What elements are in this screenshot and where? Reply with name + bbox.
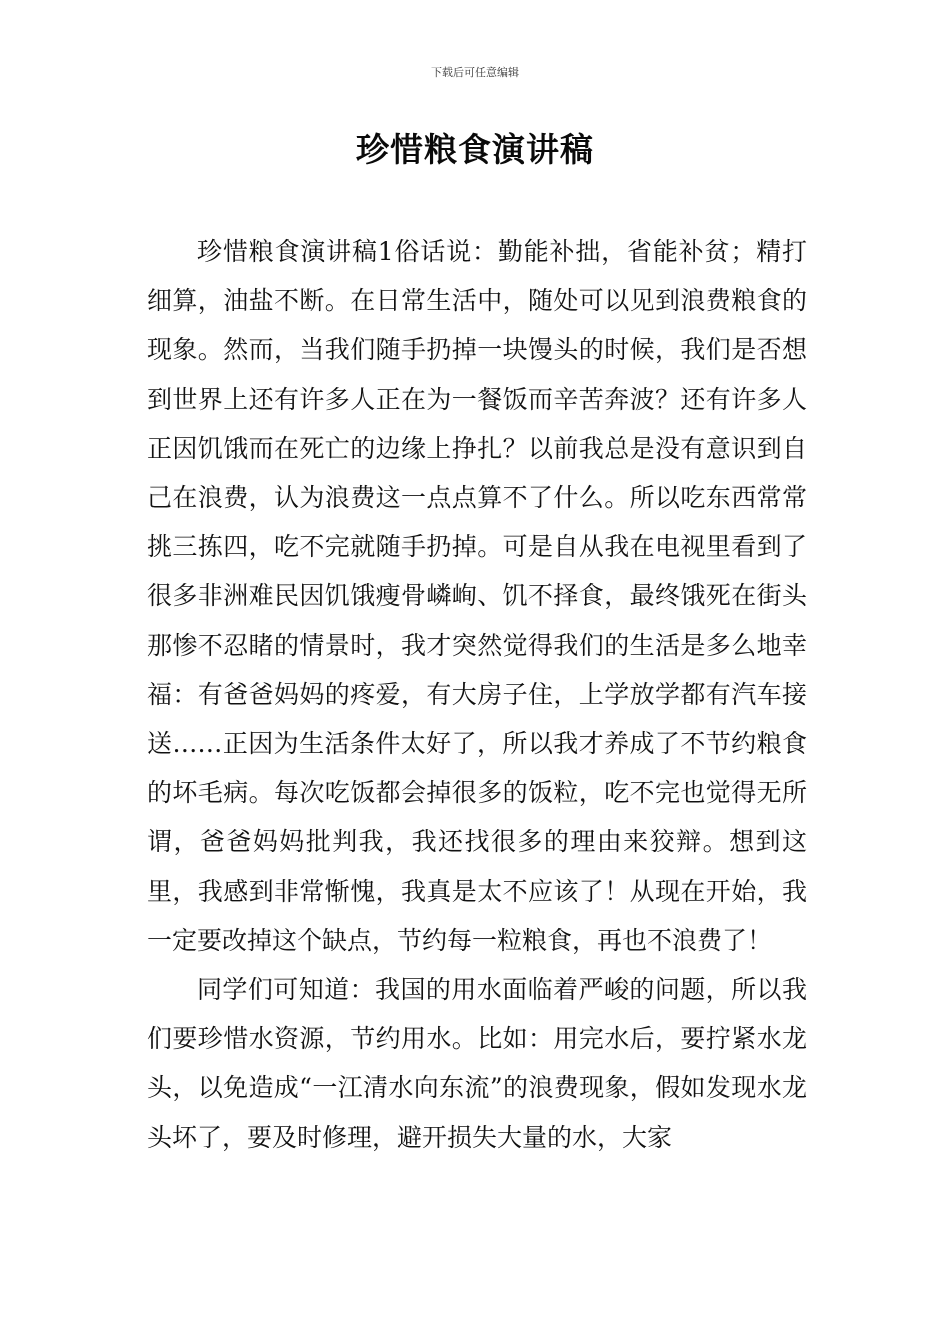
header-note: 下载后可任意编辑	[431, 66, 519, 79]
document-title: 珍惜粮食演讲稿	[356, 130, 594, 169]
paragraph-1: 珍惜粮食演讲稿1俗话说：勤能补拙，省能补贫；精打细算，油盐不断。在日常生活中，随处可以见到浪费粮食的现象。然而，当我们随手扔掉一块馒头的时候，我们是否想到世界上还有许多人正在为一餐饭而辛苦奔波？还有许多人正因饥饿而在死亡的边缘上挣扎？以前我总是没有意识到自己在浪费，认为浪费这一点点算不了什么。所以吃东西常常挑三拣四，吃不完就随手扔掉。可是自从我在电视里看到了很多非洲难民因饥饿瘦骨嶙峋、饥不择食，最终饿死在街头那惨不忍睹的情景时，我才突然觉得我们的生活是多么地幸福：有爸爸妈妈的疼爱，有大房子住，上学放学都有汽车接送……正因为生活条件太好了，所以我才养成了不节约粮食的坏毛病。每次吃饭都会掉很多的饭粒，吃不完也觉得无所谓，爸爸妈妈批判我，我还找很多的理由来狡辩。想到这里，我感到非常惭愧，我真是太不应该了！从现在开始，我一定要改掉这个缺点，节约每一粒粮食，再也不浪费了！	[147, 237, 807, 955]
document-body	[147, 227, 807, 1162]
paragraph-2: 同学们可知道：我国的用水面临着严峻的问题，所以我们要珍惜水资源，节约用水。比如：用完水后，要拧紧水龙头，以免造成“一江清水向东流”的浪费现象，假如发现水龙头坏了，要及时修理，避开损失大量的水，大家	[147, 975, 807, 1152]
